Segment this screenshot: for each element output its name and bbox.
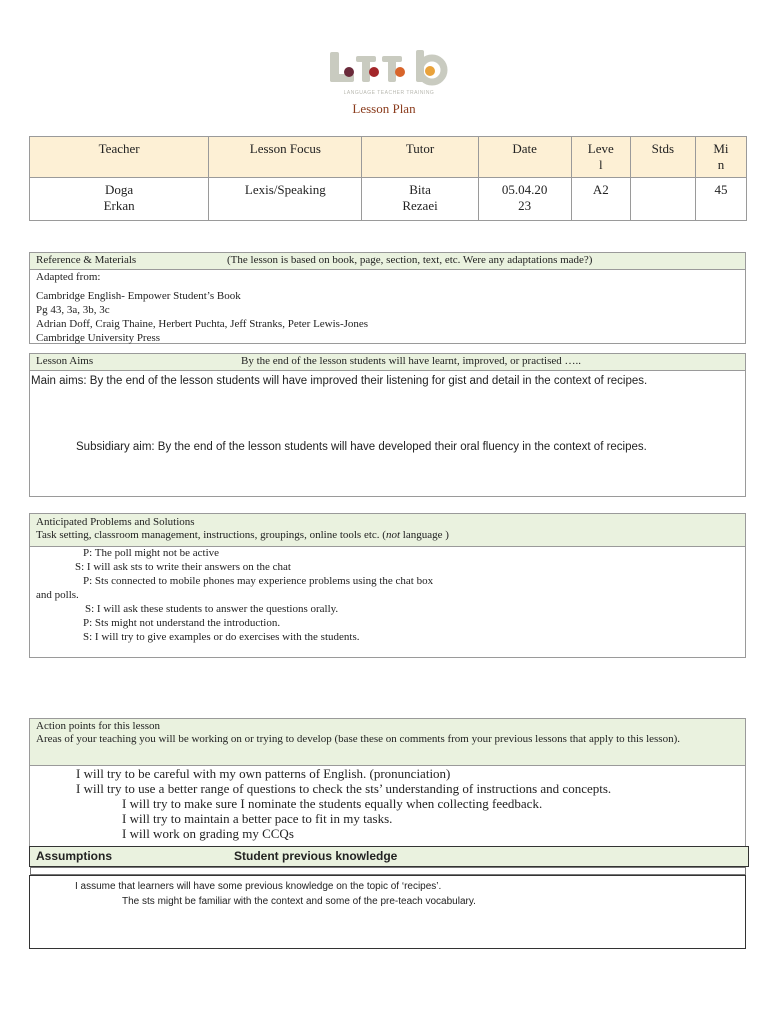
header-stds: Stds xyxy=(630,137,695,178)
action-point: I will work on grading my CCQs xyxy=(122,826,294,841)
table-row xyxy=(30,178,747,221)
header-level: Leve l xyxy=(571,137,630,178)
assumption-line: I assume that learners will have some previous knowledge on the topic of ‘recipes’. xyxy=(75,881,442,892)
assumptions-heading: Student previous knowledge xyxy=(234,849,398,863)
action-points-note: Areas of your teaching you will be working on or trying to develop (base these on comments from your previous lessons that apply to this lesson). xyxy=(36,733,680,745)
references-line: Adrian Doff, Craig Thaine, Herbert Puchta, Jeff Stranks, Peter Lewis-Jones xyxy=(36,318,369,330)
cell-date: 05.04.20 23 xyxy=(478,178,571,221)
problem-line: P: The poll might not be active xyxy=(83,547,220,559)
problem-line: P: Sts connected to mobile phones may experience problems using the chat box xyxy=(83,575,434,587)
references-section xyxy=(29,252,746,344)
cell-lesson-focus: Lexis/Speaking xyxy=(209,178,362,221)
references-label: Reference & Materials xyxy=(36,254,137,266)
problems-header xyxy=(30,514,745,547)
references-line: Cambridge English- Empower Student’s Book xyxy=(36,290,241,302)
aims-header xyxy=(30,354,745,371)
problem-line-continued: and polls. xyxy=(36,589,79,601)
main-aim: Main aims: By the end of the lesson students will have improved their listening for gist and detail in the context of recipes. xyxy=(31,375,648,387)
assumptions-header xyxy=(29,846,749,867)
cell-level: A2 xyxy=(571,178,630,221)
header-lesson-focus: Lesson Focus xyxy=(209,137,362,178)
solution-line: S: I will ask these students to answer the questions orally. xyxy=(85,603,339,615)
action-point: I will try to use a better range of questions to check the sts’ understanding of instructions and concepts. xyxy=(76,781,612,796)
references-note: (The lesson is based on book, page, section, text, etc. Were any adaptations made?) xyxy=(227,254,593,266)
header-teacher: Teacher xyxy=(30,137,209,178)
action-points-label: Action points for this lesson xyxy=(36,720,161,732)
table-header-row xyxy=(30,137,747,178)
aims-section xyxy=(29,353,746,497)
references-line: Cambridge University Press xyxy=(36,332,161,344)
cell-stds xyxy=(630,178,695,221)
references-line: Adapted from: xyxy=(36,271,101,283)
assumptions-body xyxy=(29,875,746,949)
assumptions-divider xyxy=(30,867,746,875)
lesson-info-table xyxy=(29,136,747,221)
references-line: Pg 43, 3a, 3b, 3c xyxy=(36,304,110,316)
problems-section xyxy=(29,513,746,658)
action-point: I will try to make sure I nominate the students equally when collecting feedback. xyxy=(122,796,543,811)
solution-line: S: I will try to give examples or do exercises with the students. xyxy=(83,631,360,643)
cell-min: 45 xyxy=(695,178,746,221)
problems-note: Task setting, classroom management, instructions, groupings, online tools etc. (not language ) xyxy=(36,529,449,541)
solution-line: S: I will ask sts to write their answers on the chat xyxy=(75,561,291,573)
header-tutor: Tutor xyxy=(362,137,478,178)
header-date: Date xyxy=(478,137,571,178)
references-header xyxy=(30,253,745,270)
action-points-section xyxy=(29,718,746,848)
aims-label: Lesson Aims xyxy=(36,355,94,367)
cell-teacher: Doga Erkan xyxy=(30,178,209,221)
page-title: Lesson Plan xyxy=(352,101,416,116)
problems-label: Anticipated Problems and Solutions xyxy=(36,516,195,528)
lttt-logo xyxy=(326,48,452,100)
assumption-line: The sts might be familiar with the context and some of the pre-teach vocabulary. xyxy=(122,896,476,907)
cell-tutor: Bita Rezaei xyxy=(362,178,478,221)
header-min: Mi n xyxy=(695,137,746,178)
logo-tagline: LANGUAGE TEACHER TRAINING xyxy=(343,90,435,96)
problem-line: P: Sts might not understand the introduction. xyxy=(83,617,281,629)
action-point: I will try to maintain a better pace to fit in my tasks. xyxy=(122,811,393,826)
aims-note: By the end of the lesson students will have learnt, improved, or practised ….. xyxy=(241,355,582,367)
action-point: I will try to be careful with my own patterns of English. (pronunciation) xyxy=(76,766,451,781)
assumptions-label: Assumptions xyxy=(36,849,113,863)
subsidiary-aim: Subsidiary aim: By the end of the lesson students will have developed their oral fluency in the context of recipes. xyxy=(76,441,647,453)
action-points-header xyxy=(30,719,745,766)
